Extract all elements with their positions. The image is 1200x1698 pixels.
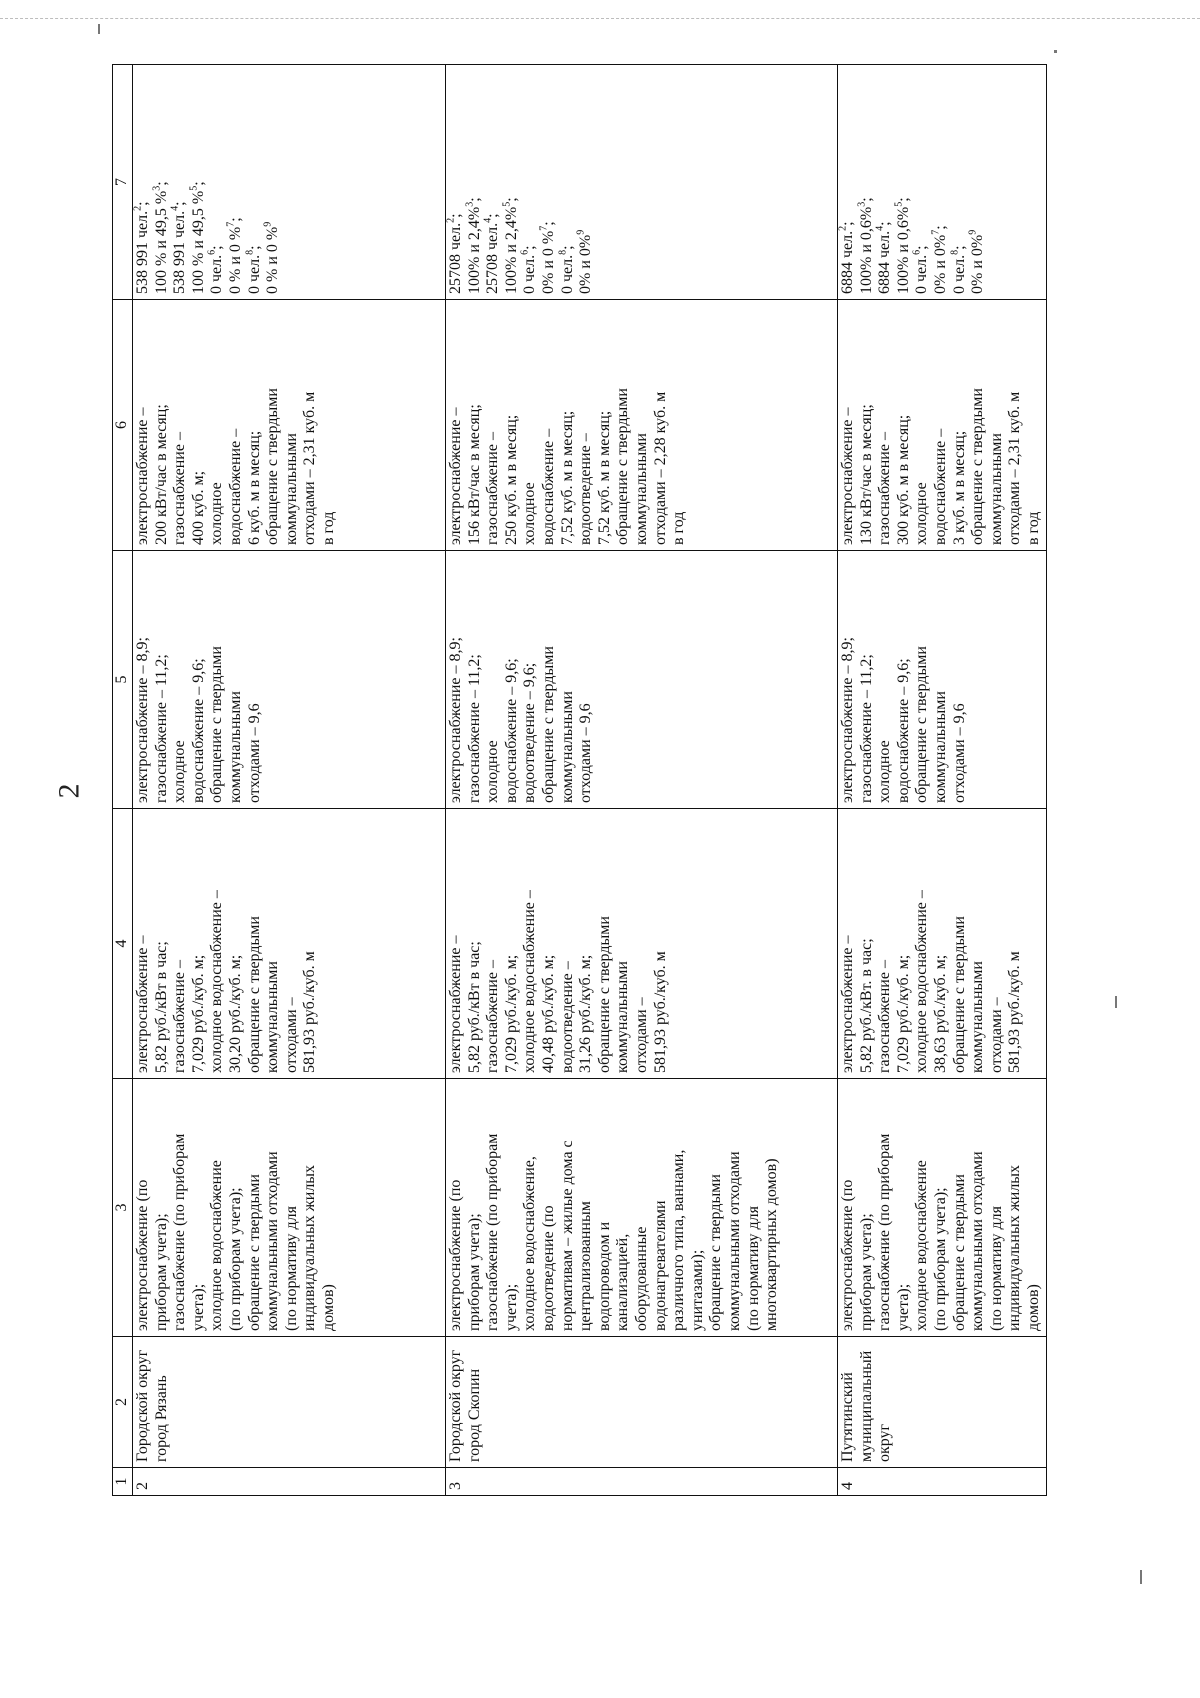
header-cell-6: 6 [113, 300, 133, 551]
population-line: 25708 чел.$^2$; [445, 213, 464, 294]
header-cell-4: 4 [113, 809, 133, 1079]
population-line: 100 % и 49,5 %$^3$; [151, 181, 170, 294]
tariffs-cell: электроснабжение – 5,82 руб./кВт в час; газоснабжение – 7,029 руб./куб. м; холодное водоснабжение – 30,20 руб./куб. м; обращение с твердыми коммунальными отходами – 581,93 руб./куб. м [133, 809, 446, 1079]
scan-speck [1054, 50, 1057, 53]
population-line: 0 % и 0 %$^7$; [225, 217, 244, 294]
rotated-table-wrapper [112, 65, 1045, 1496]
table-body [113, 65, 1047, 1496]
municipality-cell: Путятинский муниципальный округ [838, 1337, 1047, 1468]
municipality-cell: Городской округ город Рязань [133, 1337, 446, 1468]
population-cell [838, 65, 1047, 300]
tariff-table [112, 64, 1047, 1496]
scan-speck [1115, 996, 1117, 1008]
population-cell [446, 65, 838, 300]
table-row [838, 65, 1047, 1496]
population-line: 0% и 0%$^9$ [967, 229, 987, 294]
population-line: 0 чел.$^8$; [949, 245, 968, 294]
population-line: 6884 чел.$^2$; [837, 221, 856, 294]
population-line: 0 чел.$^8$; [557, 245, 576, 294]
table-row [446, 65, 838, 1496]
scan-speck [1140, 1570, 1142, 1584]
tariffs-cell: электроснабжение – 5,82 руб./кВт. в час; газоснабжение – 7,029 руб./куб. м; холодное водоснабжение – 38,63 руб./куб. м; обращение с твердыми коммунальными отходами – 581,93 руб./куб. м [838, 809, 1047, 1079]
population-line: 0 чел.$^6$; [520, 245, 539, 294]
row-number: 4 [838, 1468, 1047, 1496]
population-line: 0 чел.$^8$; [244, 245, 263, 294]
population-line: 0% и 0 %$^7$; [538, 221, 557, 294]
population-line: 0 % и 0 %$^9$ [262, 221, 282, 294]
header-cell-3: 3 [113, 1079, 133, 1337]
scan-edge-line [0, 18, 1200, 19]
header-cell-5: 5 [113, 551, 133, 809]
header-cell-1: 1 [113, 1468, 133, 1496]
volume-cell: электроснабжение – 200 кВт/час в месяц; газоснабжение – 400 куб. м; холодное водоснабжение – 6 куб. м в месяц; обращение с твердыми коммунальными отходами – 2,31 куб. м в год [133, 300, 446, 551]
population-line: 0 чел.$^6$; [207, 245, 226, 294]
population-line: 100% и 2,4%$^5$; [501, 197, 520, 294]
table-row [133, 65, 446, 1496]
growth-cell: электроснабжение – 8,9; газоснабжение – 11,2; холодное водоснабжение – 9,6; обращение с твердыми коммунальными отходами – 9,6 [838, 551, 1047, 809]
services-cell: электроснабжение (по приборам учета); газоснабжение (по приборам учета); холодное водоснабжение (по приборам учета); обращение с твердыми коммунальными отходами (по нормативу для индивидуальных жилых домов) [133, 1079, 446, 1337]
page-number: 2 [52, 783, 86, 799]
services-cell: электроснабжение (по приборам учета); газоснабжение (по приборам учета); холодное водоснабжение (по приборам учета); обращение с твердыми коммунальными отходами (по нормативу для индивидуальных жилых домов) [838, 1079, 1047, 1337]
scan-speck [98, 24, 100, 34]
population-line: 6884 чел.$^4$; [874, 221, 894, 294]
growth-cell: электроснабжение – 8,9; газоснабжение – 11,2; холодное водоснабжение – 9,6; обращение с твердыми коммунальными отходами – 9,6 [133, 551, 446, 809]
population-line: 100% и 2,4%$^3$; [464, 197, 483, 294]
population-line: 100 % и 49,5 %$^5$; [188, 181, 207, 294]
population-line: 0 чел.$^6$; [912, 245, 931, 294]
population-line: 100% и 0,6%$^5$; [893, 197, 912, 294]
header-row [113, 65, 133, 1496]
population-line: 25708 чел.$^4$; [482, 213, 502, 294]
municipality-cell: Городской округ город Скопин [446, 1337, 838, 1468]
population-line: 538 991 чел.$^2$; [132, 201, 151, 294]
growth-cell: электроснабжение – 8,9; газоснабжение – 11,2; холодное водоснабжение – 9,6; водоотведение – 9,6; обращение с твердыми коммунальными отходами – 9,6 [446, 551, 838, 809]
volume-cell: электроснабжение – 156 кВт/час в месяц; газоснабжение – 250 куб. м в месяц; холодное водоснабжение – 7,52 куб. м в месяц; водоотведение – 7,52 куб. м в месяц; обращение с твердыми коммунальными отходами – 2,28 куб. м в год [446, 300, 838, 551]
tariffs-cell: электроснабжение – 5,82 руб./кВт в час; газоснабжение – 7,029 руб./куб. м; холодное водоснабжение – 40,48 руб./куб. м; водоотведение – 31,26 руб./куб. м; обращение с твердыми коммунальными отходами – 581,93 руб./куб. м [446, 809, 838, 1079]
population-cell [133, 65, 446, 300]
header-cell-2: 2 [113, 1337, 133, 1468]
header-cell-7: 7 [113, 65, 133, 300]
population-line: 538 991 чел.$^4$; [169, 201, 189, 294]
population-line: 100% и 0,6%$^3$; [856, 197, 875, 294]
population-line: 0% и 0%$^9$ [575, 229, 595, 294]
row-number: 3 [446, 1468, 838, 1496]
services-cell: электроснабжение (по приборам учета); газоснабжение (по приборам учета); холодное водоснабжение, водоотведение (по нормативам – жилые дома с централизованным водопроводом и канализацией, оборудованные водонагревателями различного типа, ваннами, унитазами); обращение с твердыми коммунальными отходами (по нормативу для многоквартирных домов) [446, 1079, 838, 1337]
volume-cell: электроснабжение – 130 кВт/час в месяц; газоснабжение – 300 куб. м в месяц; холодное водоснабжение – 3 куб. м в месяц; обращение с твердыми коммунальными отходами – 2,31 куб. м в год [838, 300, 1047, 551]
row-number: 2 [133, 1468, 446, 1496]
population-line: 0% и 0%$^7$; [930, 225, 949, 294]
